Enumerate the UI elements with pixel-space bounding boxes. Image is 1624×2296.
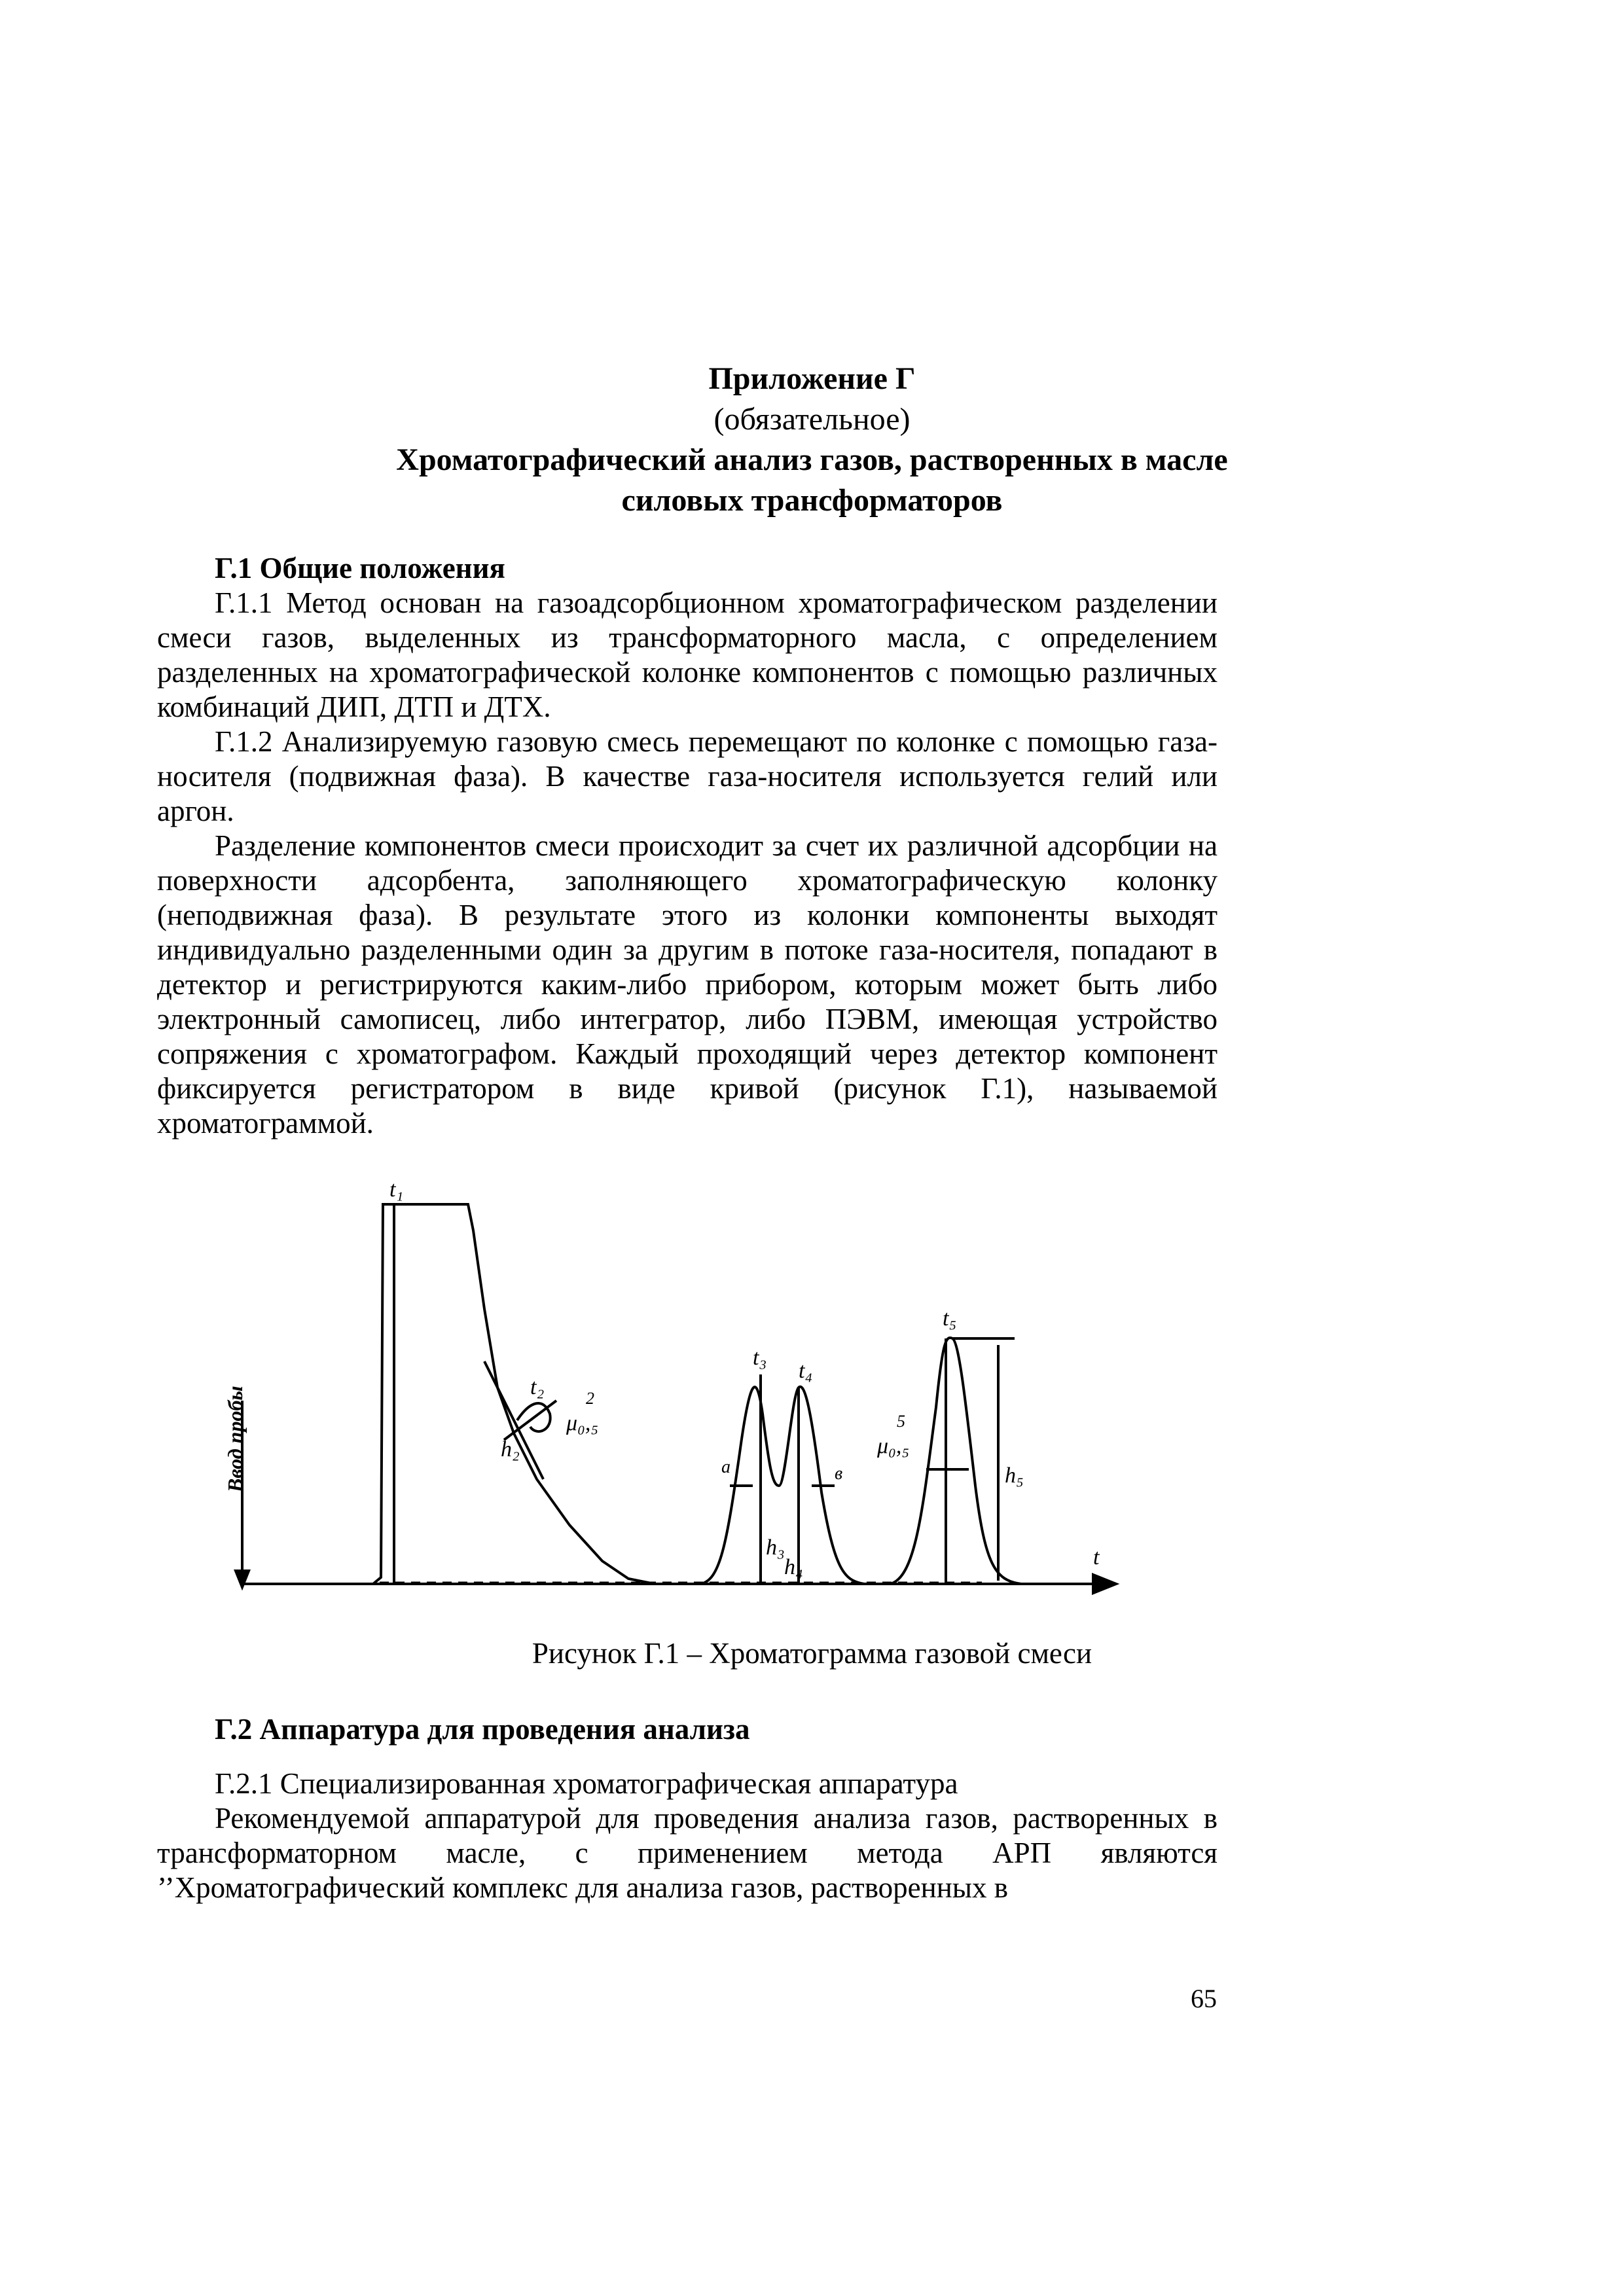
section-2	[157, 1712, 1218, 1905]
label-t2: t₂	[530, 1375, 545, 1399]
label-mu-2: μ₀,₅	[566, 1411, 599, 1435]
appendix-subject-line2: силовых трансформаторов	[621, 483, 1003, 518]
paragraph-1-3: Разделение компонентов смеси происходит за счет их различной адсорбции на поверхности адсорбента, заполняющего хроматографическую колонку (неподвижная фаза). В результате этого из колонки компоненты выходят индивидуально разделенными один за другим в потоке газа-носителя, попадают в детектор и регистрируются каким-либо прибором, которым может быть либо электронный самописец, либо интегратор, либо ПЭВМ, имеющая устройство сопряжения с хроматографом. Каждый проходящий через детектор компонент фиксируется регистратором в виде кривой (рисунок Г.1), называемой хроматограммой.	[157, 829, 1218, 1139]
paragraph-1-1: Г.1.1 Метод основан на газоадсорбционном хроматографическом разделении смеси газов, выделенных из трансформаторного масла, с определением разделенных на хроматографической колонке компонентов с помощью различных комбинаций ДИП, ДТП и ДТХ.	[157, 586, 1218, 723]
appendix-title: Приложение Г	[708, 361, 916, 396]
label-mu-5-index: 5	[897, 1412, 905, 1431]
section-2-heading: Г.2 Аппаратура для проведения анализа	[215, 1713, 750, 1746]
figure-caption: Рисунок Г.1 – Хроматограмма газовой смеси	[532, 1637, 1092, 1670]
label-h2: h₂	[501, 1437, 520, 1462]
page-number: 65	[1191, 1984, 1217, 2013]
appendix-subject-line1: Хроматографический анализ газов, растворенных в масле	[396, 442, 1228, 477]
section-1	[157, 551, 1218, 1141]
appendix-status: (обязательное)	[713, 402, 911, 437]
peak-5-curve	[890, 1338, 1021, 1584]
section-1-heading: Г.1 Общие положения	[215, 552, 505, 584]
label-h4: h₄	[784, 1555, 803, 1579]
label-t3: t₃	[753, 1346, 767, 1370]
label-injection: Ввод пробы	[223, 1386, 247, 1492]
label-mu-5: μ₀,₅	[877, 1434, 910, 1458]
peak-1-curve	[373, 1204, 655, 1584]
label-h5: h₅	[1005, 1463, 1024, 1488]
label-mu-2-index: 2	[586, 1389, 594, 1408]
label-t1: t₁	[389, 1178, 404, 1202]
label-a: а	[721, 1457, 731, 1477]
paragraph-2-1: Г.2.1 Специализированная хроматографическая аппаратура	[215, 1767, 958, 1800]
chromatogram-figure	[223, 1178, 1126, 1623]
label-t4: t₄	[799, 1359, 813, 1383]
label-axis-t: t	[1093, 1545, 1100, 1570]
paragraph-2-2: Рекомендуемой аппаратурой для проведения анализа газов, растворенных в трансформаторном масле, с применением метода АРП являются ’’Хроматографический комплекс для анализа газов, растворенных в	[157, 1802, 1218, 1904]
label-h3: h₃	[766, 1535, 785, 1560]
paragraph-1-2: Г.1.2 Анализируемую газовую смесь перемещают по колонке с помощью газа-носителя (подвижная фаза). В качестве газа-носителя используется гелий или аргон.	[157, 725, 1218, 827]
time-axis-arrow	[1093, 1575, 1116, 1593]
label-b: в	[835, 1463, 843, 1484]
label-t5: t₅	[943, 1306, 957, 1331]
